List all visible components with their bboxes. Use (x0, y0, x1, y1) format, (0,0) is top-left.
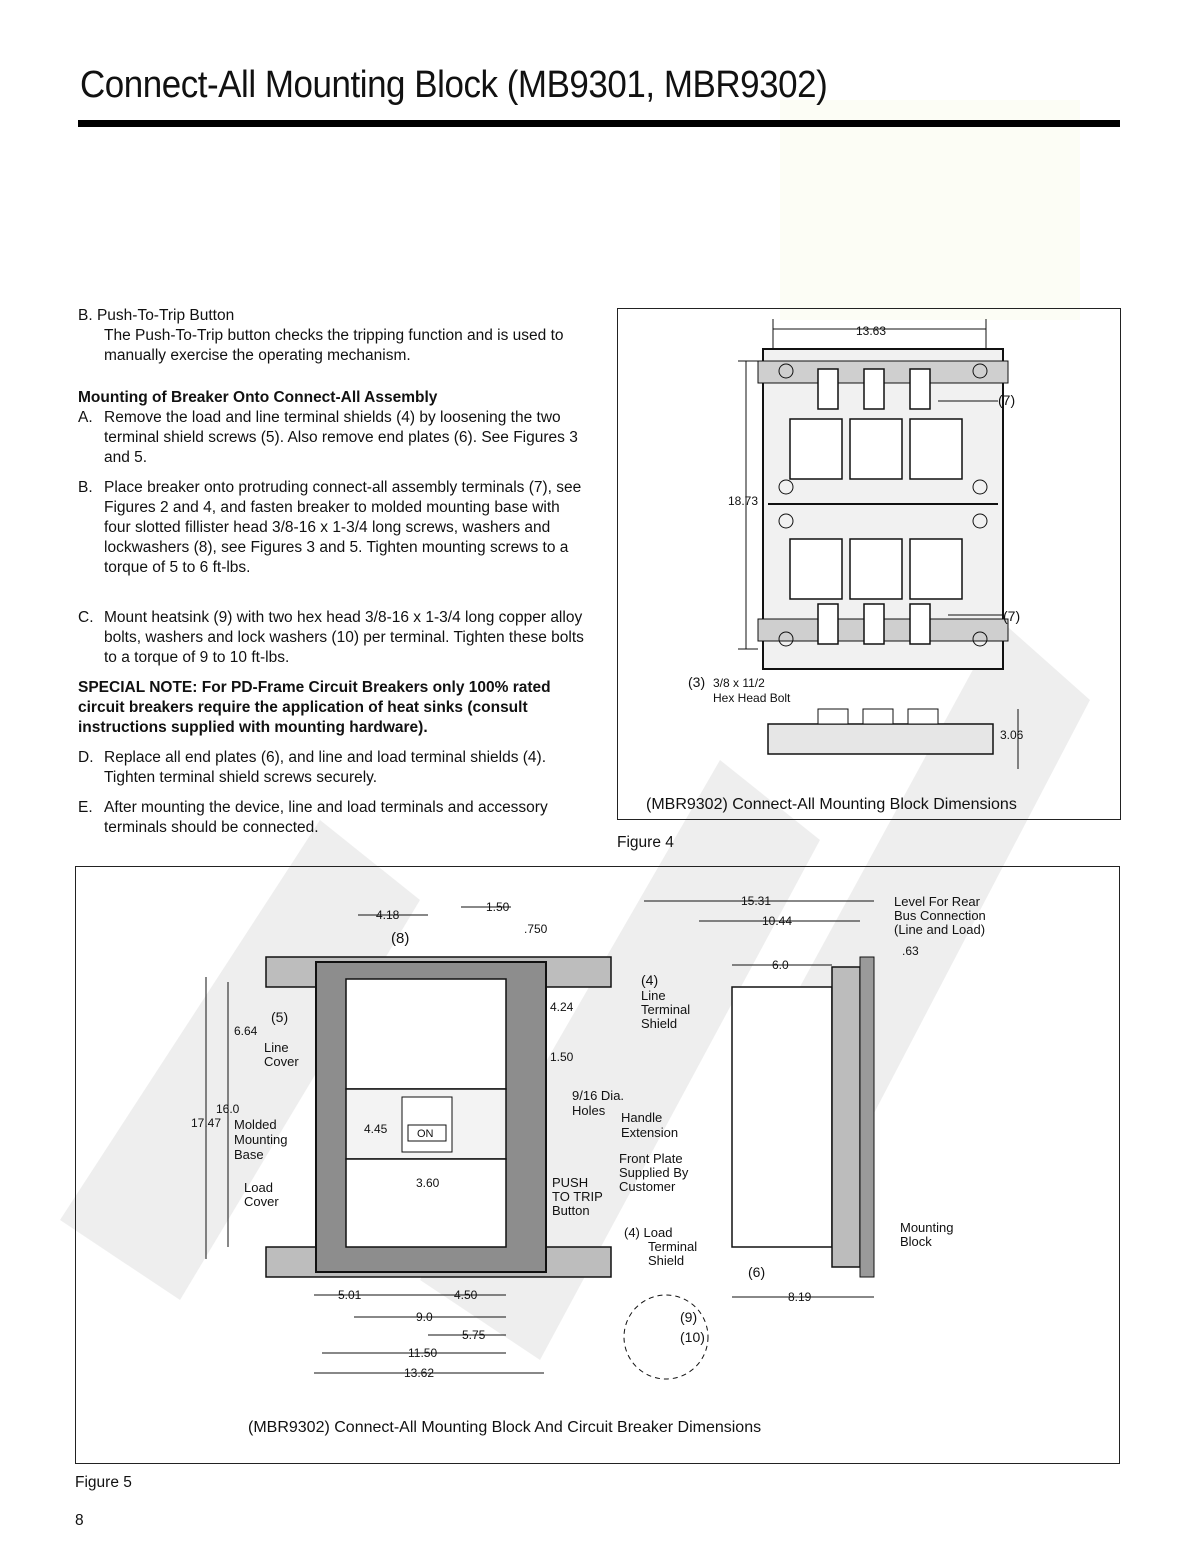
fig5-level-3: (Line and Load) (894, 922, 986, 937)
fig5-lts-1: Line (641, 988, 666, 1003)
fig5-lts-num: (4) (641, 972, 659, 988)
fig5-dim-424: 4.24 (550, 1000, 574, 1014)
step-e-text: After mounting the device, line and load terminals and accessory terminals should be connected. (104, 799, 548, 836)
fig5-dim-150a: 1.50 (486, 900, 510, 914)
fig5-dim-575: 5.75 (462, 1328, 486, 1342)
fig5-load-shield-2: Terminal (648, 1239, 698, 1254)
fig5-dim-1044: 10.44 (762, 914, 793, 928)
fig5-dim-160: 16.0 (216, 1102, 240, 1116)
step-d-text: Replace all end plates (6), and line and load terminal shields (4). Tighten terminal shield screws securely. (104, 749, 546, 786)
step-c-letter: C. (78, 609, 94, 626)
fig5-push-1: PUSH (552, 1175, 589, 1190)
figure-4-frame (617, 308, 1121, 820)
fig5-holes-1: 9/16 Dia. (572, 1088, 625, 1103)
figure-4-label: Figure 4 (617, 834, 674, 851)
push-to-trip-heading: B. Push-To-Trip Button (78, 307, 235, 324)
step-b-text: Place breaker onto protruding connect-all assembly terminals (7), see Figures 2 and 4, and fasten breaker to molded mounting base with four slotted fillister head 3/8-16 x 1-3/4 long screws, washers and lockwashers (8), see Figures 3 and 5. Tighten mounting screws to a torque of 5 to 6 ft-lbs. (104, 479, 582, 576)
fig4-dim-width: 13.63 (856, 324, 887, 338)
step-c (78, 608, 588, 668)
fig5-callout-5: (5) (271, 1009, 289, 1025)
fig5-molded-2: Mounting (234, 1132, 288, 1147)
fig5-dim-750: .750 (524, 922, 548, 936)
push-to-trip-text: The Push-To-Trip button checks the tripping function and is used to manually exercise the operating mechanism. (104, 327, 564, 364)
figure-5-drawing (76, 867, 1119, 1463)
fig5-front-3: Customer (619, 1179, 676, 1194)
fig5-callout-10: (10) (680, 1329, 705, 1345)
fig5-dim-1531: 15.31 (741, 894, 772, 908)
fig5-dim-150b: 1.50 (550, 1050, 574, 1064)
step-e (78, 798, 588, 838)
figure-4-drawing (618, 309, 1120, 819)
fig4-bolt-name: Hex Head Bolt (713, 691, 791, 705)
fig5-mounting-2: Block (900, 1234, 932, 1249)
step-d-letter: D. (78, 749, 94, 766)
fig5-dim-1362: 13.62 (404, 1366, 435, 1380)
fig5-callout-6: (6) (748, 1264, 766, 1280)
fig5-dim-360: 3.60 (416, 1176, 440, 1190)
fig5-dim-664: 6.64 (234, 1024, 258, 1038)
page-title: Connect-All Mounting Block (MB9301, MBR9302) (80, 64, 828, 106)
fig5-front-2: Supplied By (619, 1165, 689, 1180)
step-a-letter: A. (78, 409, 93, 426)
fig5-dim-60: 6.0 (772, 958, 789, 972)
fig5-dim-819: 8.19 (788, 1290, 812, 1304)
title-rule (78, 120, 1120, 127)
fig5-push-2: TO TRIP (552, 1189, 603, 1204)
fig5-mounting-1: Mounting (900, 1220, 954, 1235)
mounting-heading: Mounting of Breaker Onto Connect-All Assembly (78, 389, 438, 406)
page-number: 8 (75, 1512, 84, 1529)
fig5-dim-1747: 17.47 (191, 1116, 222, 1130)
fig5-line-cover-1: Line (264, 1040, 289, 1055)
fig4-bolt-num: (3) (688, 674, 706, 690)
fig5-lts-2: Terminal (641, 1002, 691, 1017)
fig4-bolt-size: 3/8 x 11/2 (713, 676, 765, 690)
fig5-handle-2: Extension (621, 1125, 679, 1140)
fig5-dim-445: 4.45 (364, 1122, 388, 1136)
step-b-letter: B. (78, 479, 93, 496)
fig5-holes-2: Holes (572, 1103, 606, 1118)
fig4-dim-depth: 3.06 (1000, 728, 1024, 742)
fig5-handle-1: Handle (621, 1110, 663, 1125)
push-to-trip-section (78, 306, 588, 366)
fig4-callout-7-bottom: (7) (1003, 608, 1021, 624)
figure-5-frame (75, 866, 1120, 1464)
fig5-dim-418: 4.18 (376, 908, 400, 922)
fig5-front-1: Front Plate (619, 1151, 683, 1166)
fig5-level-2: Bus Connection (894, 908, 986, 923)
fig5-molded-1: Molded (234, 1117, 277, 1132)
special-note: SPECIAL NOTE: For PD-Frame Circuit Breakers only 100% rated circuit breakers require the application of heat sinks (consult instructions supplied with mounting hardware). (78, 679, 551, 736)
step-b (78, 478, 588, 578)
figure-5-label: Figure 5 (75, 1474, 132, 1491)
step-d (78, 748, 588, 788)
fig5-load-cover-2: Cover (244, 1194, 279, 1209)
fig5-dim-63: .63 (902, 944, 919, 958)
fig5-push-3: Button (552, 1203, 590, 1218)
step-e-letter: E. (78, 799, 93, 816)
fig5-on-label: ON (417, 1128, 434, 1140)
fig5-callout-8: (8) (391, 930, 410, 947)
fig5-dim-1150: 11.50 (408, 1346, 438, 1360)
step-a (78, 408, 588, 468)
fig5-dim-90: 9.0 (416, 1310, 433, 1324)
fig5-lts-3: Shield (641, 1016, 678, 1031)
step-c-text: Mount heatsink (9) with two hex head 3/8-16 x 1-3/4 long copper alloy bolts, washers and lock washers (10) per terminal. Tighten these bolts to a torque of 9 to 10 ft-lbs. (104, 609, 584, 666)
fig5-dim-450: 4.50 (454, 1288, 478, 1302)
fig5-molded-3: Base (234, 1147, 264, 1162)
fig5-callout-9: (9) (680, 1309, 698, 1325)
fig5-dim-501: 5.01 (338, 1288, 362, 1302)
step-a-text: Remove the load and line terminal shields (4) by loosening the two terminal shield screws (5). Also remove end plates (6). See Figures 3 and 5. (104, 409, 578, 466)
fig5-level-1: Level For Rear (894, 894, 980, 909)
fig5-line-cover-2: Cover (264, 1054, 299, 1069)
fig5-load-shield-1: (4) Load (624, 1225, 673, 1240)
fig4-callout-7-top: (7) (998, 392, 1016, 408)
figure-4-caption: (MBR9302) Connect-All Mounting Block Dimensions (646, 796, 1017, 813)
fig5-load-cover-1: Load (244, 1180, 273, 1195)
fig5-load-shield-3: Shield (648, 1253, 685, 1268)
fig4-dim-height: 18.73 (728, 494, 759, 508)
figure-5-caption: (MBR9302) Connect-All Mounting Block And Circuit Breaker Dimensions (248, 1419, 762, 1436)
